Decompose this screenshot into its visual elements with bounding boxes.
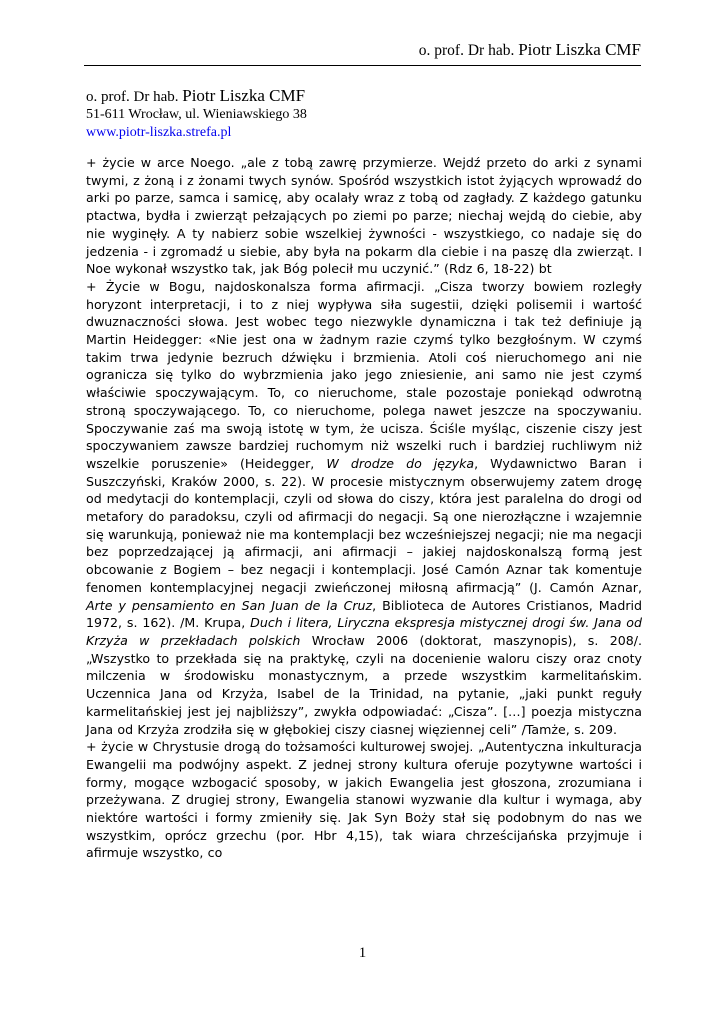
- paragraph-text-b: , Wydawnictwo Baran i Suszczyński, Kraków 2000, s. 22). W procesie mistycznym obserwujemy zatem drogę od medytacji do kontemplacji, czyli od słowa do ciszy, która jest paralelna do drogi od metafory do paradoksu, czyli od afirmacji do negacji. Są one nierozłączne i wzajemnie się warunkują, ponieważ nie ma kontemplacji bez wcześniejszej negacji; nie ma negacji bez poprzedzającej ją afirmacji, ani afirmacji – jakiej najdoskonalszą formą jest obcowanie z Bogiem – bez negacji i kontemplacji. José Camón Aznar tak komentuje fenomen kontemplacyjnej negacji zwieńczonej miłosną afirmacją” (J. Camón Aznar,: [86, 455, 642, 595]
- author-prefix: o. prof. Dr hab.: [86, 89, 179, 105]
- header-rule: [84, 65, 641, 66]
- paragraph-ark-text: + życie w arce Noego. „ale z tobą zawrę przymierze. Wejdź przeto do arki z synami twymi, z żoną i z żonami twych synów. Spośród wszystkich istot żyjących wprowadź do arki po parze, samca i samicę, aby ocalały wraz z tobą od zagłady. Z każdego gatunku ptactwa, bydła i zwierząt pełzających po ziemi po parze; niechaj wejdą do ciebie, aby nie wyginęły. A ty nabierz sobie wszelkiej żywności - wszystkiego, co nadaje się do jedzenia - i zgromadź u siebie, aby była na pokarm dla ciebie i na paszę dla zwierząt. I Noe wykonał wszystko tak, jak Bóg polecił mu uczynić.” (Rdz 6, 18-22) bt: [86, 155, 642, 277]
- paragraph-text-d: Wrocław 2006 (doktorat, maszynopis), s. 208/. „Wszystko to przekłada się na praktykę, czyli na docenienie waloru ciszy oraz cnoty milczenia w środowisku monastycznym, a przede wszystkim karmelitańskim. Uczennica Jana od Krzyża, Isabel de la Trinidad, na pytanie, „jaki punkt reguły karmelitańskiej jest jej najbliższy”, zwykła odpowiadać: „Cisza”. […] poezja mistyczna Jana od Krzyża zrodziła się w głębokiej ciszy ciasnej więziennej celi” /Tamże, s. 209.: [86, 632, 642, 737]
- street-address: 51-611 Wrocław, ul. Wieniawskiego 38: [86, 107, 307, 122]
- body-text: [86, 154, 642, 862]
- paragraph-ark: [86, 154, 642, 278]
- header-author-name: Piotr Liszka CMF: [518, 40, 641, 59]
- book-title-aznar: Arte y pensamiento en San Juan de la Cruz: [86, 597, 373, 613]
- book-title-heidegger: W drodze do języka: [326, 455, 475, 471]
- paragraph-life-in-god: [86, 278, 642, 738]
- author-name: Piotr Liszka CMF: [182, 86, 306, 105]
- paragraph-text-c: , Biblioteca de Autores Cristianos, Madrid 1972, s. 162). /M. Krupa,: [86, 597, 643, 631]
- header-prefix: o. prof. Dr hab.: [418, 42, 515, 59]
- running-header: [419, 40, 641, 60]
- book-title-krupa: Duch i litera, Liryczna ekspresja mistycznej drogi św. Jana od Krzyża w przekładach polskich: [86, 615, 642, 648]
- page-number: 1: [358, 945, 367, 961]
- paragraph-christ-text: + życie w Chrystusie drogą do tożsamości kulturowej swojej. „Autentyczna inkulturacja Ewangelii ma podwójny aspekt. Z jednej strony kultura oferuje pozytywne wartości i formy, mogące wzbogacić sposoby, w jakich Ewangelia jest głoszona, zrozumiana i przeżywana. Z drugiej strony, Ewangelia stanowi wyzwanie dla kultur i wymaga, aby niektóre wartości i formy zmieniły się. Jak Syn Boży stał się podobnym do nas we wszystkim, oprócz grzechu (por. Hbr 4,15), tak wiara chrześcijańska przyjmuje i afirmuje wszystko, co: [86, 739, 642, 861]
- paragraph-life-in-christ: [86, 738, 642, 862]
- address-block: [86, 87, 307, 141]
- website-link[interactable]: www.piotr-liszka.strefa.pl: [86, 125, 232, 140]
- author-line: [86, 87, 307, 106]
- paragraph-text-a: + Życie w Bogu, najdoskonalsza forma afirmacji. „Cisza tworzy bowiem rozległy horyzont interpretacji, i to z niej wypływa siła sugestii, dzięki polisemii i wartość dwuznaczności słowa. Jest wobec tego niezwykle dynamiczna i tak też definiuje ją Martin Heidegger: «Nie jest ona w żadnym razie czymś tylko bezgłośnym. W czymś takim trwa jedynie bezruch dźwięku i brzmienia. Atoli coś nieruchomego ani nie ogranicza się tylko do wybrzmienia jako jego zniesienie, ani samo nie jest czymś właściwie spoczywającym. To, co nieruchome, stale pozostaje poniekąd odwrotną stroną spoczywającego. To, co nieruchome, polega nawet jeszcze na spoczywaniu. Spoczywanie zaś ma swoją istotę w tym, że ucisza. Ściśle myśląc, ciszenie ciszy jest spoczywaniem zawsze bardziej ruchomym niż wszelki ruch i bardziej ruchliwym niż wszelkie poruszenie» (Heidegger,: [86, 278, 642, 471]
